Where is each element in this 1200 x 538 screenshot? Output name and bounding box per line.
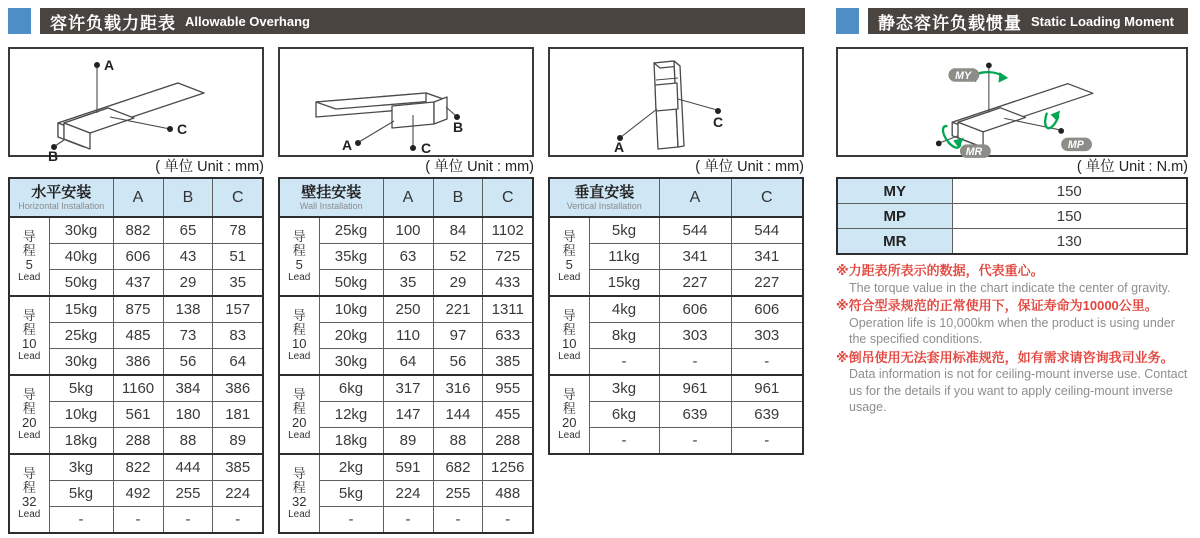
lead-line: Lead	[18, 271, 41, 283]
lead-line: Lead	[288, 429, 311, 441]
value-cell: -	[213, 507, 263, 534]
note-en: Operation life is 10,000km when the product is using under the specified conditions.	[849, 316, 1175, 347]
horizontal-installation-table	[8, 177, 264, 534]
allowable-overhang-header	[8, 8, 805, 34]
load-cell: 25kg	[49, 323, 113, 349]
value-cell: 1102	[483, 217, 533, 244]
value-cell: 725	[483, 244, 533, 270]
vertical-block	[548, 47, 804, 534]
value-cell: 29	[163, 270, 213, 297]
lead-line: 10	[22, 335, 37, 351]
load-cell: 25kg	[319, 217, 383, 244]
value-cell: 147	[383, 402, 433, 428]
note-zh: ※力距表所表示的数据，代表重心。	[836, 263, 1044, 278]
load-cell: 35kg	[319, 244, 383, 270]
lead-line: 导	[292, 307, 306, 323]
value-cell: 1256	[483, 454, 533, 481]
lead-line: 5	[25, 256, 33, 272]
value-cell: 639	[659, 402, 731, 428]
value-cell: 138	[163, 296, 213, 323]
column-header-a: A	[383, 178, 433, 217]
lead-line: Lead	[288, 350, 311, 362]
lead-cell	[549, 296, 589, 375]
load-cell: 4kg	[589, 296, 659, 323]
load-cell: 5kg	[49, 481, 113, 507]
table-title-en: Wall Installation	[299, 200, 363, 211]
value-cell: 97	[433, 323, 483, 349]
table-row	[837, 178, 1187, 204]
value-cell: 444	[163, 454, 213, 481]
load-cell: 50kg	[49, 270, 113, 297]
lead-line: 程	[562, 321, 576, 337]
value-cell: -	[383, 507, 433, 534]
vertical-table-host	[548, 177, 804, 455]
load-cell: 30kg	[49, 217, 113, 244]
my-axis-marker	[986, 62, 992, 68]
header-row	[279, 178, 533, 217]
lead-line: 20	[292, 414, 307, 430]
lead-cell	[549, 375, 589, 454]
value-cell: 255	[163, 481, 213, 507]
value-cell: 84	[433, 217, 483, 244]
note-en: The torque value in the chart indicate the center of gravity.	[849, 280, 1171, 295]
accent-square	[8, 8, 31, 34]
value-cell: 433	[483, 270, 533, 297]
value-cell: 455	[483, 402, 533, 428]
wall-installation-table	[278, 177, 534, 534]
moment-value: 150	[952, 204, 1187, 229]
table-row	[279, 375, 533, 402]
lead-line: 程	[292, 321, 306, 337]
unit-label: ( 单位 Unit : mm)	[695, 159, 804, 175]
load-cell: 6kg	[319, 375, 383, 402]
section-title-zh: 容许负载力距表	[50, 13, 176, 33]
value-cell: -	[113, 507, 163, 534]
value-cell: 386	[213, 375, 263, 402]
lead-line: 20	[22, 414, 37, 430]
lead-line: 导	[22, 228, 36, 244]
value-cell: 488	[483, 481, 533, 507]
table-row	[9, 375, 263, 402]
value-cell: 316	[433, 375, 483, 402]
load-cell: 12kg	[319, 402, 383, 428]
moment-table-host	[836, 177, 1188, 255]
lead-line: Lead	[288, 271, 311, 283]
load-cell: -	[589, 428, 659, 455]
note-en: Data information is not for ceiling-mount inverse use. Contact us for the details if you want to apply ceiling-mount inverse usage.	[849, 367, 1188, 414]
header-bar	[868, 8, 1188, 34]
load-cell: 3kg	[49, 454, 113, 481]
vertical-installation-table	[548, 177, 804, 455]
point-c-marker	[410, 145, 416, 151]
load-cell: 10kg	[49, 402, 113, 428]
mp-axis-marker	[1058, 128, 1064, 134]
allowable-overhang-section	[8, 8, 805, 534]
static-loading-moment-section	[836, 8, 1188, 415]
wall-table-host	[278, 177, 534, 534]
lead-line: 10	[292, 335, 307, 351]
value-cell: 52	[433, 244, 483, 270]
load-cell: 2kg	[319, 454, 383, 481]
load-cell: 3kg	[589, 375, 659, 402]
value-cell: 88	[163, 428, 213, 455]
table-row	[549, 375, 803, 402]
value-cell: 561	[113, 402, 163, 428]
value-cell: 224	[383, 481, 433, 507]
value-cell: 56	[163, 349, 213, 376]
label-c: C	[421, 140, 432, 156]
load-cell: 5kg	[319, 481, 383, 507]
column-header-c: C	[483, 178, 533, 217]
lead-cell	[9, 217, 49, 296]
value-cell: 29	[433, 270, 483, 297]
load-cell: 10kg	[319, 296, 383, 323]
table-title	[9, 178, 113, 217]
lead-line: 导	[562, 386, 576, 402]
lead-line: 导	[22, 386, 36, 402]
moment-illustration	[838, 49, 1186, 158]
table-title	[549, 178, 659, 217]
lead-line: 导	[562, 228, 576, 244]
horizontal-table-host	[8, 177, 264, 534]
section-title-en: Static Loading Moment	[1031, 13, 1174, 29]
table-row	[9, 296, 263, 323]
value-cell: 181	[213, 402, 263, 428]
value-cell: 73	[163, 323, 213, 349]
value-cell: -	[659, 428, 731, 455]
lead-cell	[279, 454, 319, 533]
value-cell: 56	[433, 349, 483, 376]
lead-line: 程	[22, 321, 36, 337]
lead-line: Lead	[288, 508, 311, 520]
load-cell: -	[589, 349, 659, 376]
table-row	[9, 217, 263, 244]
value-cell: 35	[383, 270, 433, 297]
table-row	[9, 454, 263, 481]
lead-line: 32	[292, 493, 307, 509]
vertical-install-illustration	[550, 49, 802, 155]
value-cell: -	[659, 349, 731, 376]
value-cell: 386	[113, 349, 163, 376]
value-cell: 492	[113, 481, 163, 507]
wall-install-illustration	[280, 49, 532, 155]
horizontal-diagram	[8, 47, 264, 164]
load-cell: 15kg	[49, 296, 113, 323]
static-loading-moment-header	[836, 8, 1188, 34]
load-cell: 5kg	[589, 217, 659, 244]
wall-diagram	[278, 47, 534, 157]
value-cell: 35	[213, 270, 263, 297]
table-row	[279, 217, 533, 244]
lead-cell	[279, 296, 319, 375]
column-header-c: C	[731, 178, 803, 217]
value-cell: -	[731, 349, 803, 376]
moment-value: 130	[952, 229, 1187, 255]
lead-line: 20	[562, 414, 577, 430]
load-cell: 18kg	[319, 428, 383, 455]
value-cell: 875	[113, 296, 163, 323]
value-cell: 437	[113, 270, 163, 297]
mp-label: MP	[1067, 139, 1084, 152]
value-cell: 78	[213, 217, 263, 244]
lead-cell	[279, 375, 319, 454]
lead-line: 导	[22, 307, 36, 323]
lead-line: 10	[562, 335, 577, 351]
horizontal-block	[8, 47, 264, 534]
load-cell: 50kg	[319, 270, 383, 297]
wall-block	[278, 47, 534, 534]
lead-cell	[9, 296, 49, 375]
load-cell: 40kg	[49, 244, 113, 270]
value-cell: 89	[213, 428, 263, 455]
note-zh: ※符合型录规范的正常使用下，保证寿命为10000公里。	[836, 298, 1158, 314]
column-header-b: B	[433, 178, 483, 217]
unit-label: ( 单位 Unit : mm)	[425, 159, 534, 175]
note-zh: ※倒吊使用无法套用标准规范，如有需求请咨询我司业务。	[836, 349, 1174, 365]
value-cell: 224	[213, 481, 263, 507]
accent-square	[836, 8, 859, 34]
load-cell: 15kg	[589, 270, 659, 297]
column-header-c: C	[213, 178, 263, 217]
header-row	[549, 178, 803, 217]
notes	[836, 263, 1188, 415]
lead-line: 导	[22, 465, 36, 481]
table-title-zh: 壁挂安装	[301, 183, 362, 201]
lead-line: 5	[565, 256, 573, 272]
value-cell: 144	[433, 402, 483, 428]
lead-cell	[9, 454, 49, 533]
lead-line: Lead	[558, 429, 581, 441]
value-cell: 639	[731, 402, 803, 428]
lead-line: Lead	[18, 350, 41, 362]
column-header-a: A	[659, 178, 731, 217]
lead-line: 程	[292, 400, 306, 416]
table-title-zh: 水平安装	[31, 183, 92, 201]
load-cell: -	[319, 507, 383, 534]
vertical-diagram	[548, 47, 804, 157]
value-cell: -	[483, 507, 533, 534]
value-cell: 544	[659, 217, 731, 244]
value-cell: 89	[383, 428, 433, 455]
lead-line: 程	[22, 400, 36, 416]
section-title-zh: 静态容许负载惯量	[878, 13, 1022, 33]
column-header-a: A	[113, 178, 163, 217]
value-cell: 227	[659, 270, 731, 297]
table-row	[837, 229, 1187, 255]
value-cell: -	[163, 507, 213, 534]
header-bar	[40, 8, 805, 34]
load-cell: 30kg	[319, 349, 383, 376]
label-a: A	[614, 139, 625, 155]
value-cell: 961	[659, 375, 731, 402]
value-cell: 822	[113, 454, 163, 481]
table-row	[837, 204, 1187, 229]
value-cell: 606	[731, 296, 803, 323]
value-cell: 385	[213, 454, 263, 481]
value-cell: 65	[163, 217, 213, 244]
value-cell: -	[731, 428, 803, 455]
table-title-en: Vertical Installation	[566, 200, 642, 211]
lead-line: Lead	[558, 271, 581, 283]
point-a-marker	[355, 140, 361, 146]
section-title-en: Allowable Overhang	[185, 13, 310, 29]
value-cell: 341	[659, 244, 731, 270]
load-cell: 18kg	[49, 428, 113, 455]
value-cell: 100	[383, 217, 433, 244]
load-cell: 5kg	[49, 375, 113, 402]
value-cell: 1311	[483, 296, 533, 323]
table-row	[279, 454, 533, 481]
value-cell: 485	[113, 323, 163, 349]
static-loading-moment-table	[836, 177, 1188, 255]
table-title-en: Horizontal Installation	[18, 200, 105, 211]
value-cell: 544	[731, 217, 803, 244]
value-cell: 288	[483, 428, 533, 455]
lead-line: 导	[292, 386, 306, 402]
mr-axis-marker	[936, 141, 942, 147]
lead-line: 程	[22, 479, 36, 495]
my-label: MY	[955, 69, 972, 82]
value-cell: 606	[113, 244, 163, 270]
value-cell: 591	[383, 454, 433, 481]
lead-line: Lead	[18, 429, 41, 441]
lead-line: 32	[22, 493, 37, 509]
load-cell: 8kg	[589, 323, 659, 349]
lead-line: 程	[292, 242, 306, 258]
load-table-blocks	[8, 47, 805, 534]
value-cell: 317	[383, 375, 433, 402]
load-cell: 11kg	[589, 244, 659, 270]
value-cell: 63	[383, 244, 433, 270]
value-cell: 250	[383, 296, 433, 323]
moment-label: MY	[837, 178, 952, 204]
point-a-marker	[94, 62, 100, 68]
value-cell: 633	[483, 323, 533, 349]
mr-label: MR	[965, 146, 983, 158]
header-row	[9, 178, 263, 217]
load-cell: 30kg	[49, 349, 113, 376]
value-cell: 64	[383, 349, 433, 376]
label-a: A	[104, 57, 115, 73]
lead-line: 程	[292, 479, 306, 495]
lead-line: Lead	[18, 508, 41, 520]
value-cell: 180	[163, 402, 213, 428]
value-cell: 83	[213, 323, 263, 349]
value-cell: 227	[731, 270, 803, 297]
value-cell: 288	[113, 428, 163, 455]
value-cell: 303	[659, 323, 731, 349]
value-cell: 682	[433, 454, 483, 481]
lead-line: 导	[292, 465, 306, 481]
label-c: C	[177, 121, 188, 137]
lead-line: Lead	[558, 350, 581, 362]
lead-line: 程	[562, 242, 576, 258]
lead-cell	[9, 375, 49, 454]
point-c-marker	[167, 126, 173, 132]
moment-diagram	[836, 47, 1188, 157]
moment-label: MR	[837, 229, 952, 255]
unit-label-nm: ( 单位 Unit : N.m)	[1076, 159, 1188, 175]
value-cell: 51	[213, 244, 263, 270]
lead-cell	[549, 217, 589, 296]
column-header-b: B	[163, 178, 213, 217]
value-cell: 88	[433, 428, 483, 455]
moment-label: MP	[837, 204, 952, 229]
table-row	[549, 296, 803, 323]
value-cell: 255	[433, 481, 483, 507]
value-cell: 64	[213, 349, 263, 376]
label-b: B	[453, 119, 464, 135]
table-title	[279, 178, 383, 217]
lead-line: 程	[22, 242, 36, 258]
lead-line: 导	[292, 228, 306, 244]
value-cell: 157	[213, 296, 263, 323]
label-a: A	[342, 137, 353, 153]
lead-line: 5	[295, 256, 303, 272]
value-cell: 221	[433, 296, 483, 323]
value-cell: 961	[731, 375, 803, 402]
horizontal-install-illustration	[10, 49, 262, 164]
load-cell: 6kg	[589, 402, 659, 428]
load-cell: -	[49, 507, 113, 534]
value-cell: 606	[659, 296, 731, 323]
value-cell: 110	[383, 323, 433, 349]
table-row	[279, 296, 533, 323]
value-cell: 43	[163, 244, 213, 270]
value-cell: 882	[113, 217, 163, 244]
table-row	[549, 217, 803, 244]
lead-line: 程	[562, 400, 576, 416]
moment-value: 150	[952, 178, 1187, 204]
lead-line: 导	[562, 307, 576, 323]
value-cell: 385	[483, 349, 533, 376]
value-cell: 955	[483, 375, 533, 402]
load-cell: 20kg	[319, 323, 383, 349]
table-title-zh: 垂直安装	[574, 183, 635, 201]
label-b: B	[48, 148, 59, 164]
value-cell: 303	[731, 323, 803, 349]
value-cell: -	[433, 507, 483, 534]
lead-cell	[279, 217, 319, 296]
label-c: C	[713, 114, 724, 130]
value-cell: 384	[163, 375, 213, 402]
unit-label: ( 单位 Unit : mm)	[155, 159, 264, 175]
value-cell: 341	[731, 244, 803, 270]
value-cell: 1160	[113, 375, 163, 402]
